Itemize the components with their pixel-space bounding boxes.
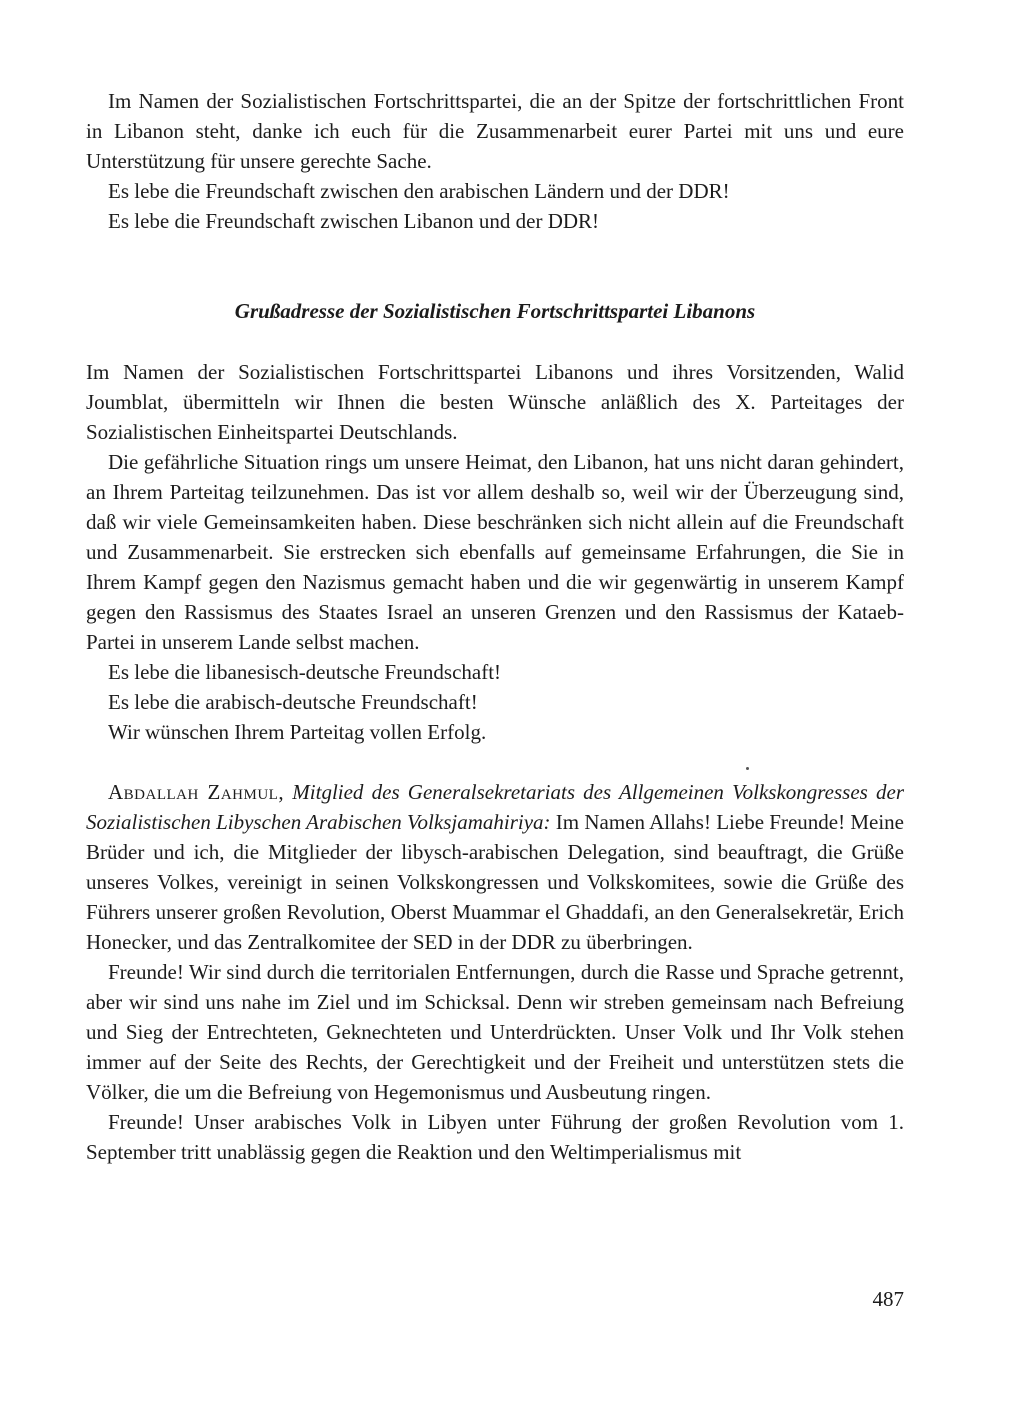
intro-slogan-2: Es lebe die Freundschaft zwischen Libanon und der DDR!: [108, 209, 600, 233]
page-number: 487: [872, 1287, 904, 1311]
greeting-slogan-1: Es lebe die libanesisch-deutsche Freundschaft!: [108, 660, 502, 684]
speech-paragraph-2: Freunde! Wir sind durch die territorialen Entfernungen, durch die Rasse und Sprache getrennt, aber wir sind uns nahe im Ziel und im Schicksal. Denn wir streben gemeinsam nach Befreiung und Sieg der Entrechteten, Geknechteten und Unterdrückten. Unser Volk und Ihr Volk stehen immer auf der Seite des Rechts, der Gerechtigkeit und der Freiheit und unterstützen stets die Völker, die um die Befreiung von Hegemonismus und Ausbeutung ringen.: [86, 960, 904, 1104]
section-heading: Grußadresse der Sozialistischen Fortschrittspartei Libanons: [234, 299, 756, 323]
intro-paragraph: Im Namen der Sozialistischen Fortschrittspartei, die an der Spitze der fortschrittlichen Front in Libanon steht, danke ich euch für die Zusammenarbeit eurer Partei mit uns und eure Unterstützung für unsere gerechte Sache.: [86, 89, 904, 173]
greeting-paragraph-1: Im Namen der Sozialistischen Fortschrittspartei Libanons und ihres Vorsitzenden, Walid Joumblat, übermitteln wir Ihnen die besten Wünsche anläßlich des X. Parteitages der Sozialistischen Einheitspartei Deutschlands.: [86, 360, 904, 444]
greeting-paragraph-2: Die gefährliche Situation rings um unsere Heimat, den Libanon, hat uns nicht daran gehindert, an Ihrem Parteitag teilzunehmen. Das ist vor allem deshalb so, weil wir der Überzeugung sind, daß wir viele Gemeinsamkeiten haben. Diese beschränken sich nicht allein auf die Freundschaft und Zusammenarbeit. Sie erstrecken sich ebenfalls auf gemeinsame Erfahrungen, die Sie in Ihrem Kampf gegen den Nazismus gemacht haben und die wir gegenwärtig in unserem Kampf gegen den Rassismus des Staates Israel an unseren Grenzen und den Rassismus der Kataeb-Partei in unserem Lande selbst machen.: [86, 450, 904, 654]
speech-paragraph-3: Freunde! Unser arabisches Volk in Libyen unter Führung der großen Revolution vom 1. September tritt unablässig gegen die Reaktion und den Weltimperialismus mit: [86, 1110, 904, 1164]
greeting-closing: Wir wünschen Ihrem Parteitag vollen Erfolg.: [108, 720, 487, 744]
intro-section: [86, 86, 904, 236]
speaker-role: Mitglied des Generalsekretariats des Allgemeinen Volkskongresses der Sozialistischen Libyschen Arabischen Volksjamahiriya:: [86, 780, 904, 834]
speech-paragraph-1: [86, 777, 904, 957]
speaker-name: Abdallah Zahmul,: [108, 780, 285, 804]
greeting-slogan-2: Es lebe die arabisch-deutsche Freundschaft!: [108, 690, 478, 714]
scan-speck: [746, 767, 749, 770]
greeting-section: [86, 357, 904, 747]
document-page: [86, 86, 904, 1366]
speech-section: [86, 777, 904, 1167]
intro-slogan-1: Es lebe die Freundschaft zwischen den arabischen Ländern und der DDR!: [108, 179, 730, 203]
speech-opening-text: Im Namen Allahs! Liebe Freunde! Meine Brüder und ich, die Mitglieder der libysch-arabischen Delegation, sind beauftragt, die Grüße unseres Volkes, vereinigt in seinen Volkskongressen und Volkskomitees, sowie die Grüße des Führers unserer großen Revolution, Oberst Muammar el Ghaddafi, an den Generalsekretär, Erich Honecker, und das Zentralkomitee der SED in der DDR zu überbringen.: [86, 810, 905, 954]
